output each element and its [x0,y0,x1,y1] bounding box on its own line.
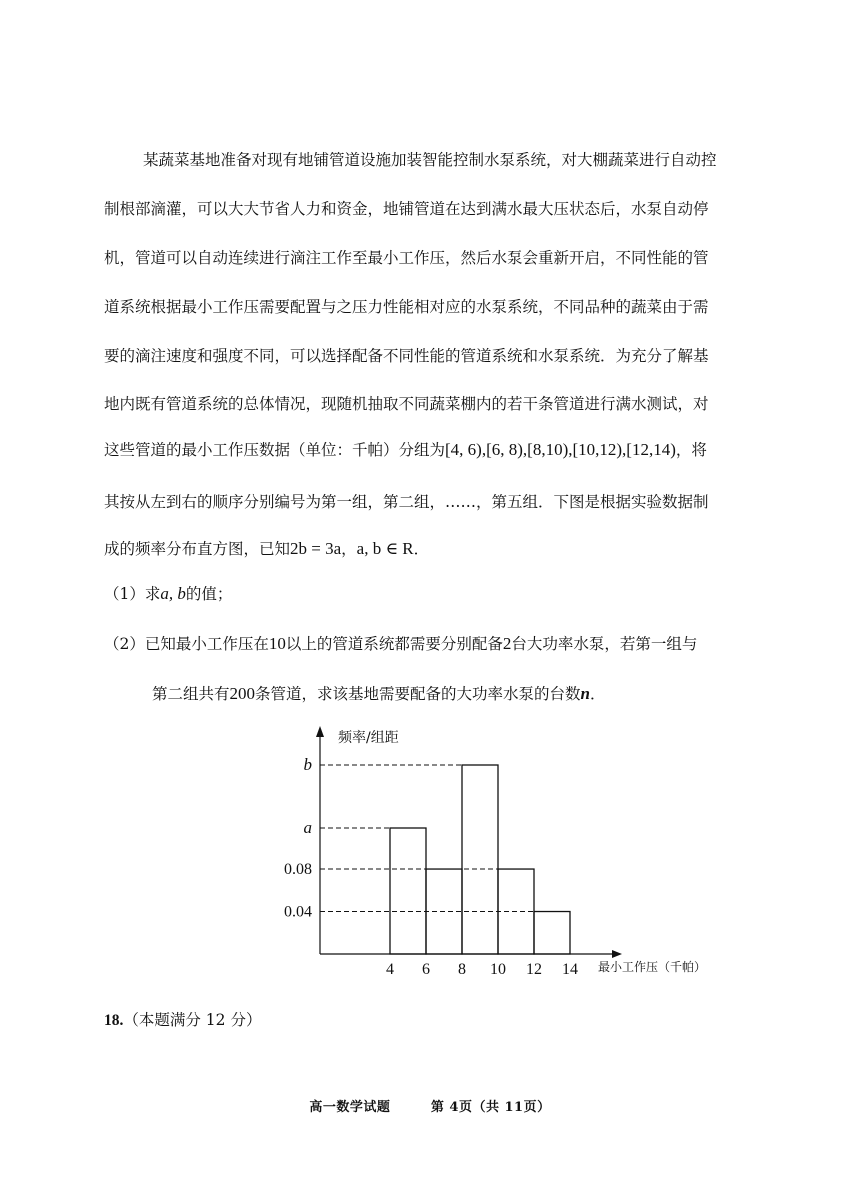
problem-line-9-text: 成的频率分布直方图，已知 [104,540,291,558]
y-axis-arrow [316,726,324,737]
frequency-histogram [270,720,740,980]
x-axis-title: 最小工作压（千帕） [598,960,707,974]
x-axis-arrow [612,950,622,958]
question-18-note: （本题满分 12 分） [123,1011,262,1029]
y-tick-label-2: 0.08 [284,861,312,879]
problem-line-9-sep: ， [341,540,357,558]
problem-line-3: 机，管道可以自动连续进行滴注工作至最小工作压，然后水泵会重新开启，不同性能的管 [104,249,709,267]
y-axis-title: 频率/组距 [338,730,399,746]
problem-line-1: 某蔬菜基地准备对现有地铺管道设施加装智能控制水泵系统，对大棚蔬菜进行自动控 [143,151,717,169]
problem-line-6: 地内既有管道系统的总体情况，现随机抽取不同蔬菜棚内的若干条管道进行满水测试，对 [104,395,709,413]
q2-var-n: n [580,684,590,703]
domain-math: a, b ∈ R [356,539,414,558]
question-18-heading [104,1008,261,1030]
q2-num-200: 200 [229,684,256,703]
problem-line-9 [104,537,429,559]
problem-line-7-text: 这些管道的最小工作压数据（单位：千帕）分组为 [104,441,446,459]
chart-labels [284,730,706,978]
page-footer: 高一数学试题 第 4页（共 11页） [309,1100,551,1115]
x-tick-label-2: 8 [458,961,466,978]
q2-mid: 以上的管道系统都需要分别配备 [285,635,503,653]
y-tick-label-0: b [303,755,312,774]
bar-0 [390,828,426,954]
x-tick-label-4: 12 [526,961,542,978]
question-2-line-1 [104,632,697,654]
problem-line-7 [104,438,707,460]
chart-axes [316,726,622,958]
bar-2 [462,765,498,954]
question-2-line-2 [152,682,606,704]
question-1-suffix: 的值； [185,585,233,603]
y-tick-label-1: a [303,818,312,837]
problem-line-5: 要的滴注速度和强度不同，可以选择配备不同性能的管道系统和水泵系统．为充分了解基 [104,347,709,365]
q2-num-2: 2 [502,634,512,653]
question-18-number: 18. [104,1012,124,1029]
bar-4 [534,912,570,954]
problem-line-8: 其按从左到右的顺序分别编号为第一组，第二组，……，第五组．下图是根据实验数据制 [104,493,709,511]
x-tick-label-5: 14 [562,961,578,978]
x-tick-label-0: 4 [386,961,394,978]
q2-prefix: （2）已知最小工作压在 [104,635,269,653]
relation-math: 2b = 3a [290,539,342,558]
x-tick-label-1: 6 [422,961,430,978]
chart-guides [320,765,570,912]
q2-line2-mid: 条管道，求该基地需要配备的大功率水泵的台数 [255,685,581,703]
problem-line-7-suffix: ，将 [675,441,707,459]
question-1 [104,582,232,604]
problem-line-9-suffix: ． [413,540,430,558]
question-1-vars: a, b [160,584,186,603]
y-tick-label-3: 0.04 [284,903,312,921]
x-tick-label-3: 10 [490,961,506,978]
q2-line2-suffix: ． [590,685,606,703]
q2-suffix: 台大功率水泵，若第一组与 [511,635,698,653]
q2-line2-prefix: 第二组共有 [152,685,230,703]
problem-line-2: 制根部滴灌，可以大大节省人力和资金，地铺管道在达到满水最大压状态后，水泵自动停 [104,200,709,218]
question-1-prefix: （1）求 [104,585,161,603]
problem-line-4: 道系统根据最小工作压需要配置与之压力性能相对应的水泵系统，不同品种的蔬菜由于需 [104,298,709,316]
interval-groups: [4, 6),[6, 8),[8,10),[10,12),[12,14) [445,440,676,459]
chart-bars [390,765,570,954]
q2-num-10: 10 [268,634,286,653]
